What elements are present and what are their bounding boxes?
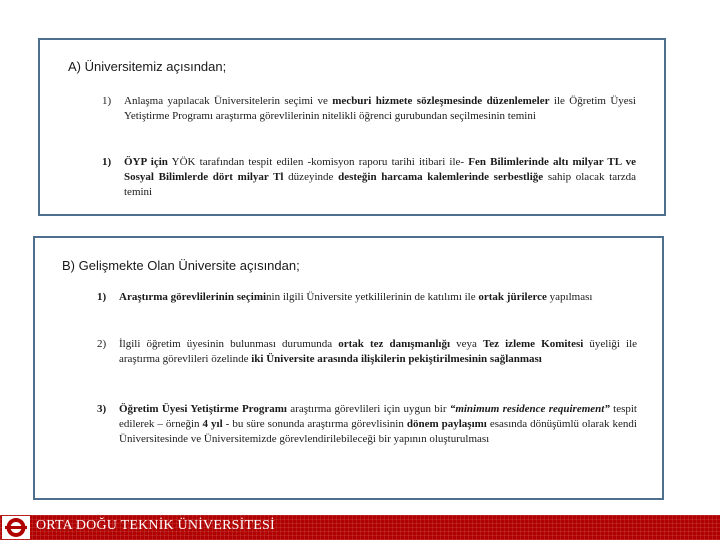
emphasis-text: ÖYP için (124, 156, 168, 168)
emphasis-text: Tez izleme Komitesi (482, 338, 584, 350)
item-number: 2) (97, 338, 107, 350)
emphasis-text: Fen Bilimlerinde altı milyar TL ve Sosyal Bilimlerde dört milyar Tl (124, 156, 636, 183)
item-number: 1) (97, 291, 107, 303)
emphasis-text: 4 yıl (202, 418, 223, 430)
item-text: Anlaşma yapılacak Üniversitelerin seçimi ve mecburi hizmete sözleşmesinde düzenlemeler ile Öğretim Üyesi Yetiştirme Programı araştırma görevlilerinin nitelikli öğrenci gurubundan seçilmesinin temini (124, 95, 636, 122)
item-text: Öğretim Üyesi Yetiştirme Programı araştırma görevlileri için uygun bir “minimum residence requirement” tespit edilerek – örneğin 4 yıl - bu süre sonunda araştırma görevlisinin dönem paylaşımı esasında dönüşümlü olarak kendi Üniversitesinde ve Üniversitemizde görevlendirilebileceği bir yapının oluşturulması (119, 403, 637, 445)
emphasis-text: ortak tez danışmanlığı (338, 338, 451, 350)
item-text: İlgili öğretim üyesinin bulunması durumunda ortak tez danışmanlığı veya Tez izleme Komitesi üyeliği ile araştırma görevlileri özelinde iki Üniversite arasında ilişkilerin pekiştirilmesinin sağlanması (119, 338, 638, 365)
item-number: 1) (102, 156, 112, 168)
metu-logo-icon (2, 516, 30, 539)
emphasis-text: Öğretim Üyesi Yetiştirme Programı (119, 403, 287, 415)
emphasis-text: dönem paylaşımı (406, 418, 487, 430)
section-a-heading: A) Üniversitemiz açısından; (68, 59, 227, 74)
emphasis-text: desteğin harcama kalemlerinde serbestliğe (338, 171, 544, 183)
emphasis-text: Araştırma görevlilerinin seçimi (119, 291, 267, 303)
footer-university-name: ORTA DOĞU TEKNİK ÜNİVERSİTESİ (36, 518, 275, 533)
section-b-heading: B) Gelişmekte Olan Üniversite açısından; (62, 258, 300, 273)
item-text: ÖYP için YÖK tarafından tespit edilen -komisyon raporu tarihi itibari ile- Fen Bilimlerinde altı milyar TL ve Sosyal Bilimlerde dört milyar Tl düzeyinde desteğin harcama kalemlerinde serbestliğe sahip olacak tarzda temini (124, 156, 637, 198)
footer-bar (0, 515, 720, 540)
emphasis-text: “minimum residence requirement” (449, 403, 610, 415)
section-b-box (33, 236, 664, 500)
emphasis-text: ortak jürilerce (478, 291, 547, 303)
item-text: Araştırma görevlilerinin seçiminin ilgili Üniversite yetkililerinin de katılımı ile ortak jürilerce yapılması (119, 291, 593, 303)
item-number: 1) (102, 95, 112, 107)
emphasis-text: iki Üniversite arasında ilişkilerin pekiştirilmesinin sağlanması (251, 353, 542, 365)
section-a-box (38, 38, 666, 216)
item-number: 3) (97, 403, 107, 415)
emphasis-text: mecburi hizmete sözleşmesinde düzenlemeler (332, 95, 550, 107)
